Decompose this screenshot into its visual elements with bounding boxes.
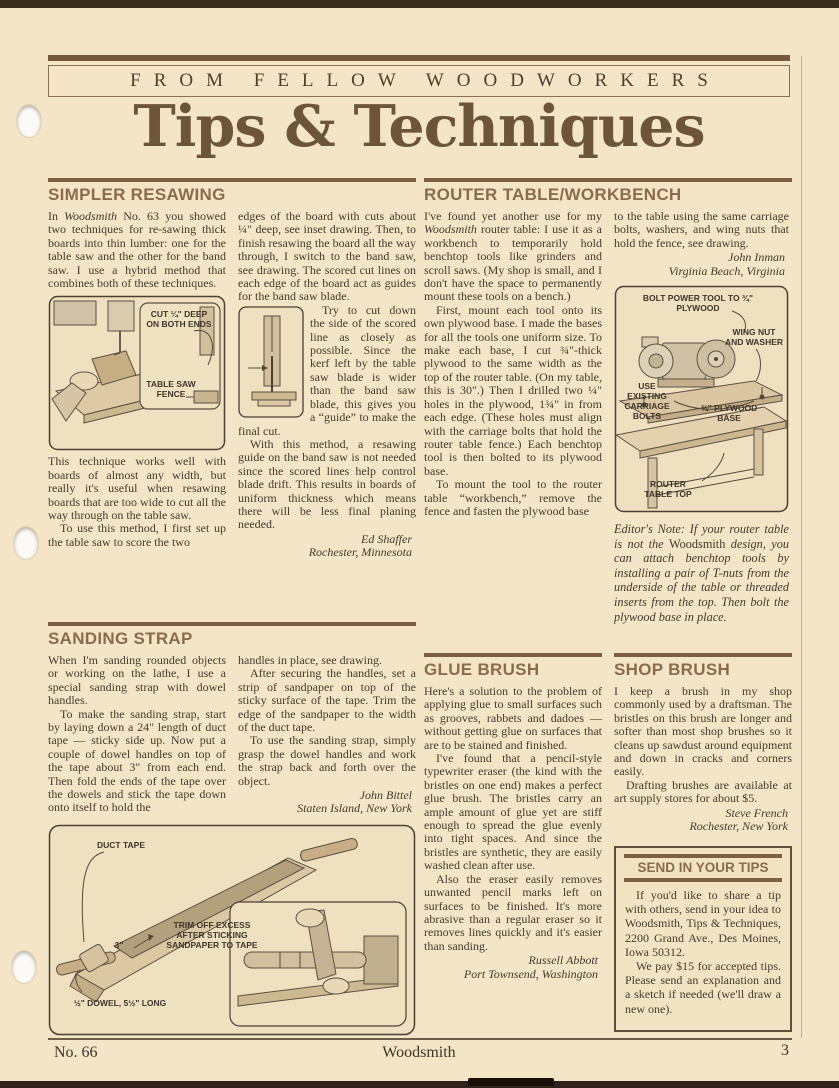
paragraph: After securing the handles, set a strip of sandpaper on top of the sticky surface of the tape. Trim the edge of the sandpaper to the width of the duct tape. (238, 666, 416, 735)
section-glue-brush (424, 653, 602, 981)
tips-box-title: SEND IN YOUR TIPS (624, 854, 782, 882)
section-rule (48, 622, 416, 626)
section-shop-brush (614, 653, 792, 833)
signature-place: Rochester, New York (689, 819, 788, 834)
signature-place: Port Townsend, Washington (463, 966, 598, 981)
paragraph: edges of the board with cuts about ¼" deep, see inset drawing. Then, to finish resawing the board all the way through, I switch to the band saw, see drawing. The scored cut lines on each edge of the board act as guides for the band saw blade. (238, 209, 416, 304)
signature (238, 789, 416, 816)
fig-label-bolt-power-tool: BOLT POWER TOOL TO ¾" PLYWOOD (642, 293, 754, 314)
scan-artifact (468, 1078, 554, 1086)
signature-name: John Inman (728, 250, 785, 265)
column-1 (614, 685, 792, 833)
sanding-strap-illustration (48, 824, 416, 1036)
section-title: SHOP BRUSH (614, 660, 731, 679)
section-rule (424, 178, 792, 182)
paragraph (424, 210, 602, 304)
column-1 (48, 210, 226, 560)
footer-issue: No. 66 (54, 1044, 98, 1061)
fig-label-dowel: ½" DOWEL, 5½" LONG (73, 997, 167, 1008)
publication-name: Woodsmith (64, 209, 118, 223)
scan-bottom-edge (0, 1081, 839, 1088)
publication-name: Woodsmith (668, 536, 726, 551)
masthead-kicker: FROM FELLOW WOODWORKERS (130, 70, 721, 91)
paragraph: I've found that a pencil-style typewriter eraser (the kind with the bristles on one end) makes a perfect glue brush. The bristles carry an ample amount of glue yet are stiff enough to spread the glue evenly into tight spaces. And since the bristles are synthetic, they are easily washed clean after use. (424, 751, 602, 873)
section-sanding-strap (48, 622, 416, 1036)
paragraph: To make the sanding strap, start by laying down a 24" length of duct tape — sticky side up. Now put a couple of dowel handles on top of the tape about 3" from each end. Then fold the ends of the tape over the dowels and stick the tape down onto itself to hold the (48, 706, 226, 815)
signature-place: Rochester, Minnesota (308, 545, 412, 560)
paragraph: To use this method, I first set up the table saw to score the two (48, 521, 226, 549)
signature (614, 251, 789, 278)
send-in-your-tips-box (614, 846, 792, 1032)
fig-label-router-table-top: ROUTER TABLE TOP (644, 479, 692, 500)
fig-label-wing-nut: WING NUT AND WASHER (724, 327, 784, 348)
punch-hole (12, 951, 36, 983)
page-edge-line (801, 56, 802, 1038)
fig-label-fence: TABLE SAW FENCE (146, 379, 196, 400)
punch-hole (17, 105, 41, 137)
signature (424, 954, 602, 981)
signature-place: Staten Island, New York (297, 801, 412, 816)
paragraph: handles in place, see drawing. (238, 653, 382, 667)
section-title: GLUE BRUSH (424, 660, 540, 679)
signature-place: Virginia Beach, Virginia (668, 263, 785, 278)
text-run: In (48, 209, 65, 223)
section-rule (48, 178, 416, 182)
column-2 (614, 210, 789, 624)
column-1 (424, 685, 602, 981)
paragraph: Drafting brushes are available at art supply stores for about $5. (614, 777, 792, 806)
fig-label-duct-tape: DUCT TAPE (96, 839, 145, 850)
section-columns (48, 654, 416, 816)
page-title: Tips & Techniques (133, 93, 705, 160)
paragraph: When I'm sanding rounded objects or working on the lathe, I use a special sanding strap with dowel handles. (48, 653, 226, 708)
bandsaw-illustration (48, 295, 226, 451)
column-1 (424, 210, 602, 624)
footer-page-number: 3 (781, 1042, 789, 1059)
fig-label-cut: CUT ¼" DEEP ON BOTH ENDS (146, 309, 212, 330)
paragraph: to the table using the same carriage bolts, washers, and wing nuts that hold the fence, see drawing. (614, 209, 789, 250)
column-2 (238, 210, 416, 560)
column-2 (238, 654, 416, 816)
text-run: design, you can attach benchtop tools by installing a pair of T-nuts from the underside of the table or threaded inserts from the top. Then bolt the plywood base in place. (614, 536, 789, 624)
section-rule (424, 653, 602, 657)
fig-label-carriage-bolts: USE EXISTING CARRIAGE BOLTS (624, 381, 670, 422)
paragraph: We pay $15 for accepted tips. Please send an explanation and a sketch if needed (we'll draw a new one). (625, 959, 781, 1016)
paragraph: Here's a solution to the problem of applying glue to small surfaces such as grooves, rabbets and dadoes — without getting glue on surfaces that are to be stained and finished. (424, 684, 602, 752)
column-1 (48, 654, 226, 816)
router-table-illustration (614, 285, 789, 513)
signature-name: Ed Shaffer (361, 531, 412, 546)
paragraph: Try to cut down the side of the scored line as closely as possible. Since the kerf left by the table saw blade is wider than the band saw blade, this gives you a “guide” to make the final cut. (238, 302, 416, 438)
scan-top-edge (0, 0, 839, 8)
editors-note (614, 522, 789, 624)
footer-publication: Woodsmith (382, 1044, 456, 1061)
scored-board-drawing (238, 306, 304, 418)
scored-board-inset-illustration (238, 306, 304, 418)
punch-hole (14, 527, 38, 559)
signature-name: Steve French (725, 805, 788, 820)
text-run: I've found yet another use for my (424, 209, 602, 223)
paragraph: To mount the tool to the router table “workbench,” remove the fence and fasten the plywood base (424, 477, 602, 518)
footer-rule (48, 1038, 792, 1040)
section-columns (424, 210, 792, 624)
signature-name: Russell Abbott (528, 953, 598, 968)
tips-box-body (616, 886, 790, 1018)
paragraph: If you'd like to share a tip with others, send in your idea to Woodsmith, Tips & Techniques, 2200 Grand Ave., Des Moines, Iowa 50312. (625, 888, 781, 959)
section-simpler-resawing (48, 178, 416, 560)
text-run: No. 63 you showed two techniques for re-sawing thick boards into thin lumber: one for the table saw and the other for the band saw. I use a hybrid method that combines both of these techniques. (48, 209, 227, 291)
paragraph: Also the eraser easily removes unwanted pencil marks left on surfaces to be finished. It's more abrasive than a regular eraser so it removes lines quickly and it's easier than sanding. (424, 871, 602, 953)
fig-label-three-inch: 3" (114, 939, 124, 950)
paragraph: To use the sanding strap, simply grasp the dowel handles and work the strap back and forth over the object. (238, 733, 416, 788)
paragraph: With this method, a resawing guide on the band saw is not needed since the scored lines help control blade drift. This results in boards of uniform thickness which means there will be less final planing needed. (238, 436, 416, 532)
section-columns (48, 210, 416, 560)
paragraph: I keep a brush in my shop commonly used by a draftsman. The bristles on this brush are longer and softer than most shop brushes so it cleans up sawdust around equipment and down in cracks and corners easily. (614, 684, 792, 779)
section-title: ROUTER TABLE/WORKBENCH (424, 185, 682, 204)
fig-label-trim: TRIM OFF EXCESS AFTER STICKING SANDPAPER TO TAPE (166, 919, 258, 950)
fig-label-plywood-base: ¾" PLYWOOD BASE (700, 403, 758, 424)
section-title: SANDING STRAP (48, 629, 193, 648)
section-router-table-workbench (424, 178, 792, 624)
signature-name: John Bittel (359, 788, 412, 803)
masthead-rule (48, 55, 790, 61)
signature (238, 533, 416, 560)
text-run: Editor's Note: If your router table is not the (614, 522, 789, 551)
paragraph: First, mount each tool onto its own plywood base. I made the bases for all the tools one uniform size. To make each base, I cut ¾"-thick plywood to the same width as the top of the router table. (On my table, this is 30".) Then I drilled two ¼" holes in the plywood, 1¾" in from each edge. (These holes must align with the carriage bolts that hold the router table fence.) Each benchtop tool is then bolted to its plywood base. (424, 302, 602, 478)
section-title: SIMPLER RESAWING (48, 185, 226, 204)
text-run: router table: I use it as a workbench to temporarily hold benchtop tools like grinders and scroll saws. (My shop is small, and I don't have the space to permanently mount these tools on a bench.) (424, 222, 602, 304)
paragraph (48, 210, 226, 290)
section-rule (614, 653, 792, 657)
paragraph: This technique works well with boards of almost any width, but really it's useful when resawing boards that are too wide to cut all the way through on the table saw. (48, 454, 226, 523)
publication-name: Woodsmith (424, 222, 477, 237)
signature (614, 807, 792, 834)
